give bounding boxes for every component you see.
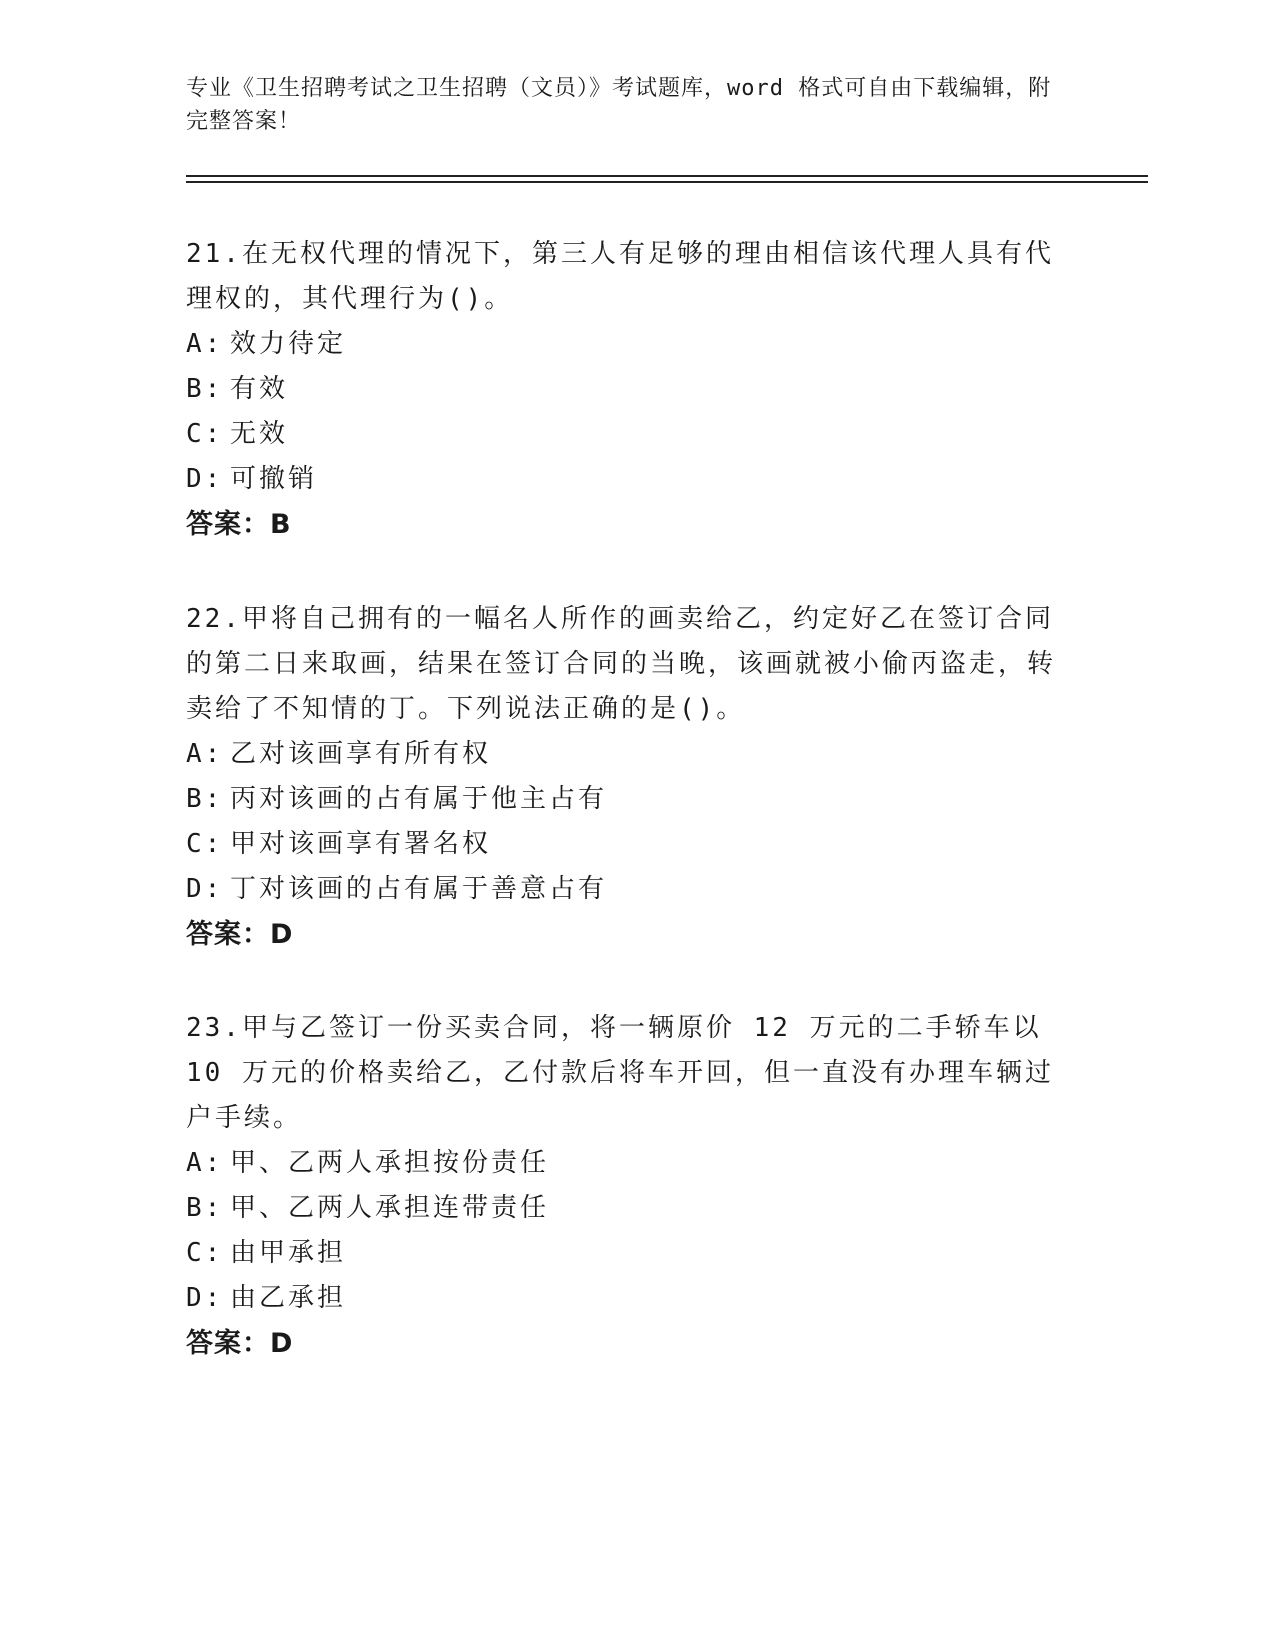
option-text: 甲、乙两人承担连带责任	[230, 1193, 550, 1223]
option-a	[186, 322, 1066, 367]
option-text: 有效	[230, 374, 289, 404]
option-key: A:	[186, 739, 224, 769]
option-c	[186, 412, 1066, 457]
option-key: A:	[186, 1148, 224, 1178]
option-text: 丙对该画的占有属于他主占有	[230, 784, 608, 814]
option-key: B:	[186, 374, 224, 404]
answer-label: 答案：B	[186, 509, 292, 540]
option-key: B:	[186, 1193, 224, 1223]
option-b	[186, 1186, 1066, 1231]
option-c	[186, 822, 1066, 867]
option-text: 甲对该画享有署名权	[230, 829, 492, 859]
question-21	[186, 232, 1066, 547]
question-stem: 22.甲将自己拥有的一幅名人所作的画卖给乙，约定好乙在签订合同的第二日来取画，结果在签订合同的当晚，该画就被小偷丙盗走，转卖给了不知情的丁。下列说法正确的是()。	[186, 604, 1057, 724]
option-key: D:	[186, 874, 224, 904]
option-text: 效力待定	[230, 329, 347, 359]
option-text: 甲、乙两人承担按份责任	[230, 1148, 550, 1178]
option-text: 由乙承担	[230, 1283, 347, 1313]
option-key: C:	[186, 419, 224, 449]
option-a	[186, 732, 1066, 777]
option-b	[186, 777, 1066, 822]
answer-label: 答案：D	[186, 919, 294, 950]
option-text: 无效	[230, 419, 289, 449]
question-23	[186, 1006, 1066, 1366]
question-stem: 21.在无权代理的情况下，第三人有足够的理由相信该代理人具有代理权的，其代理行为()。	[186, 239, 1054, 314]
option-c	[186, 1231, 1066, 1276]
option-key: D:	[186, 464, 224, 494]
document-header: 专业《卫生招聘考试之卫生招聘（文员）》考试题库，word 格式可自由下载编辑，附完整答案！	[186, 76, 1052, 134]
option-text: 乙对该画享有所有权	[230, 739, 492, 769]
option-d	[186, 457, 1066, 502]
option-key: B:	[186, 784, 224, 814]
answer-label: 答案：D	[186, 1328, 294, 1359]
option-key: C:	[186, 1238, 224, 1268]
option-key: C:	[186, 829, 224, 859]
option-key: D:	[186, 1283, 224, 1313]
header-divider-bottom	[186, 181, 1148, 183]
option-d	[186, 867, 1066, 912]
option-b	[186, 367, 1066, 412]
option-a	[186, 1141, 1066, 1186]
option-text: 由甲承担	[230, 1238, 347, 1268]
option-d	[186, 1276, 1066, 1321]
question-22	[186, 597, 1066, 957]
option-text: 丁对该画的占有属于善意占有	[230, 874, 608, 904]
header-divider-top	[186, 175, 1148, 177]
question-stem: 23.甲与乙签订一份买卖合同，将一辆原价 12 万元的二手轿车以 10 万元的价格卖给乙，乙付款后将车开回，但一直没有办理车辆过户手续。	[186, 1013, 1054, 1133]
option-key: A:	[186, 329, 224, 359]
option-text: 可撤销	[230, 464, 318, 494]
